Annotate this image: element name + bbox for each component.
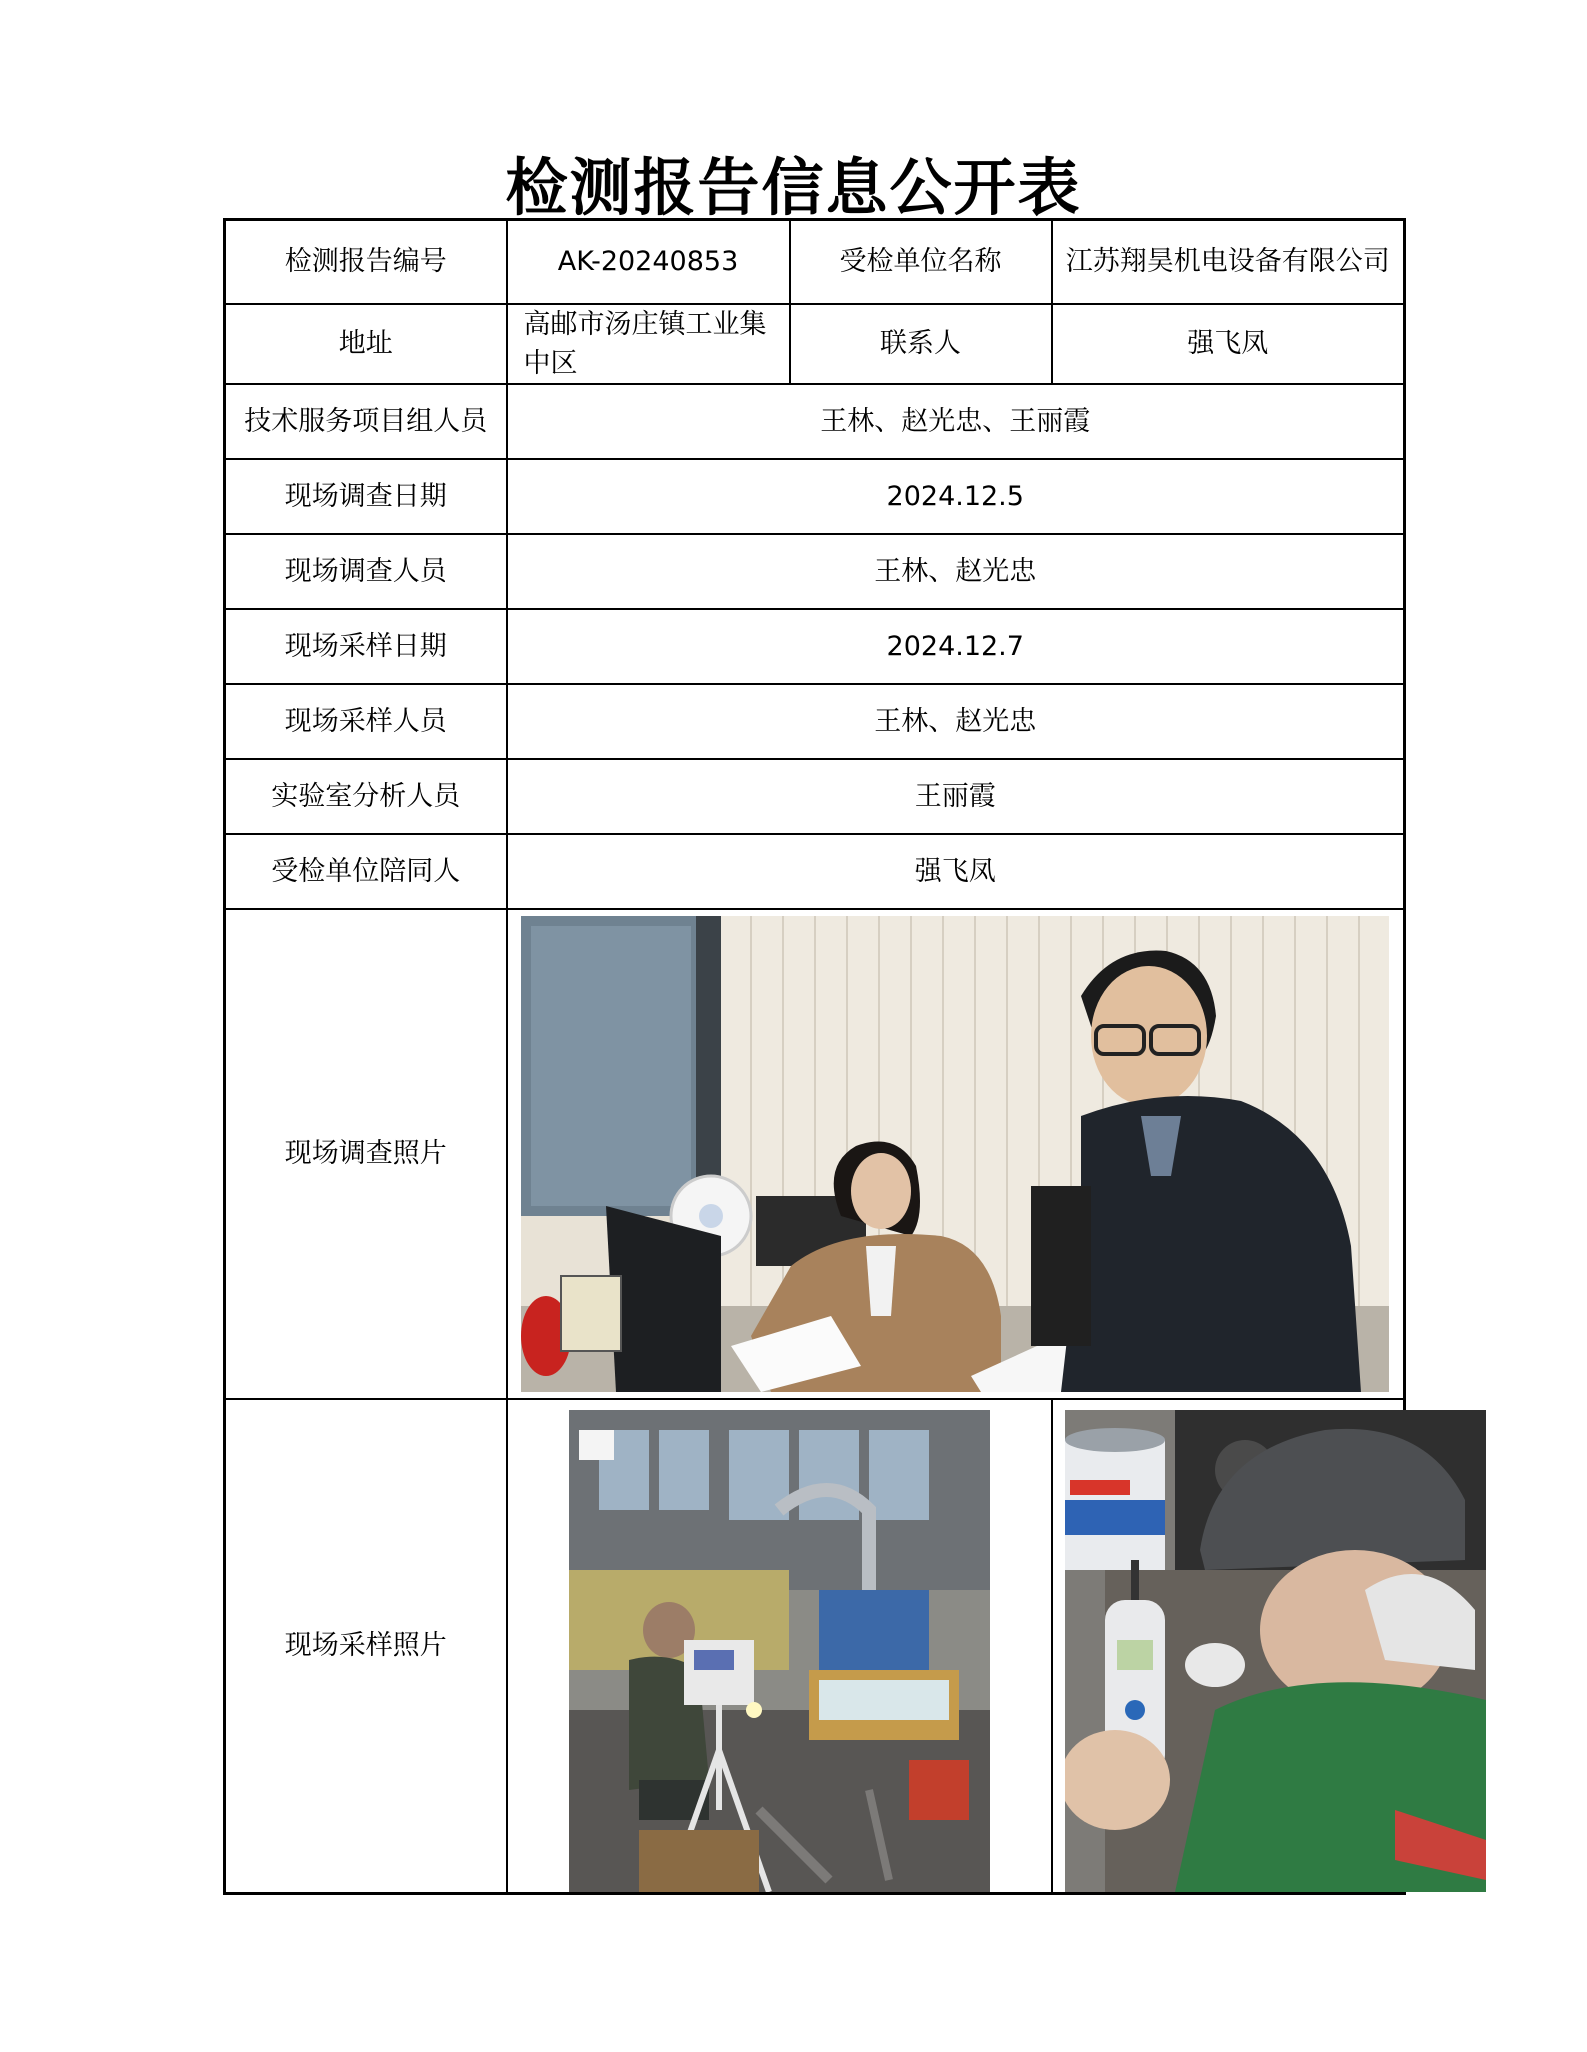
address-value: 高邮市汤庄镇工业集中区 [507,304,790,384]
table-row [225,609,1405,684]
row-label: 现场采样日期 [225,609,507,684]
survey-photo-label: 现场调查照片 [225,909,507,1399]
sampling-photo-noise [1065,1410,1486,1892]
table-row [225,759,1405,834]
address-label: 地址 [225,304,507,384]
row-label: 现场调查日期 [225,459,507,534]
unit-name-label: 受检单位名称 [790,220,1052,304]
table-row [225,1399,1405,1894]
row-value: 王林、赵光忠、王丽霞 [507,384,1405,459]
survey-photo [521,916,1389,1392]
row-value: 2024.12.5 [507,459,1405,534]
survey-photo-cell [507,909,1405,1399]
table-row [225,304,1405,384]
sampling-photo-welding [569,1410,990,1892]
row-value: 2024.12.7 [507,609,1405,684]
table-row [225,909,1405,1399]
row-label: 现场采样人员 [225,684,507,759]
report-info-table [223,218,1406,1895]
sampling-photo-cell-1 [507,1399,1052,1894]
report-no-value: AK-20240853 [507,220,790,304]
table-row [225,684,1405,759]
table-row [225,384,1405,459]
sampling-photo-label: 现场采样照片 [225,1399,507,1894]
unit-name-value: 江苏翔昊机电设备有限公司 [1052,220,1405,304]
sampling-photo-cell-2 [1052,1399,1405,1894]
report-no-label: 检测报告编号 [225,220,507,304]
table-row [225,534,1405,609]
row-value: 强飞凤 [507,834,1405,909]
row-label: 现场调查人员 [225,534,507,609]
table-row [225,834,1405,909]
row-value: 王林、赵光忠 [507,534,1405,609]
contact-label: 联系人 [790,304,1052,384]
page-title: 检测报告信息公开表 [505,151,1082,224]
row-label: 实验室分析人员 [225,759,507,834]
row-label: 技术服务项目组人员 [225,384,507,459]
table-row [225,459,1405,534]
row-label: 受检单位陪同人 [225,834,507,909]
row-value: 王林、赵光忠 [507,684,1405,759]
contact-value: 强飞凤 [1052,304,1405,384]
table-row [225,220,1405,304]
row-value: 王丽霞 [507,759,1405,834]
